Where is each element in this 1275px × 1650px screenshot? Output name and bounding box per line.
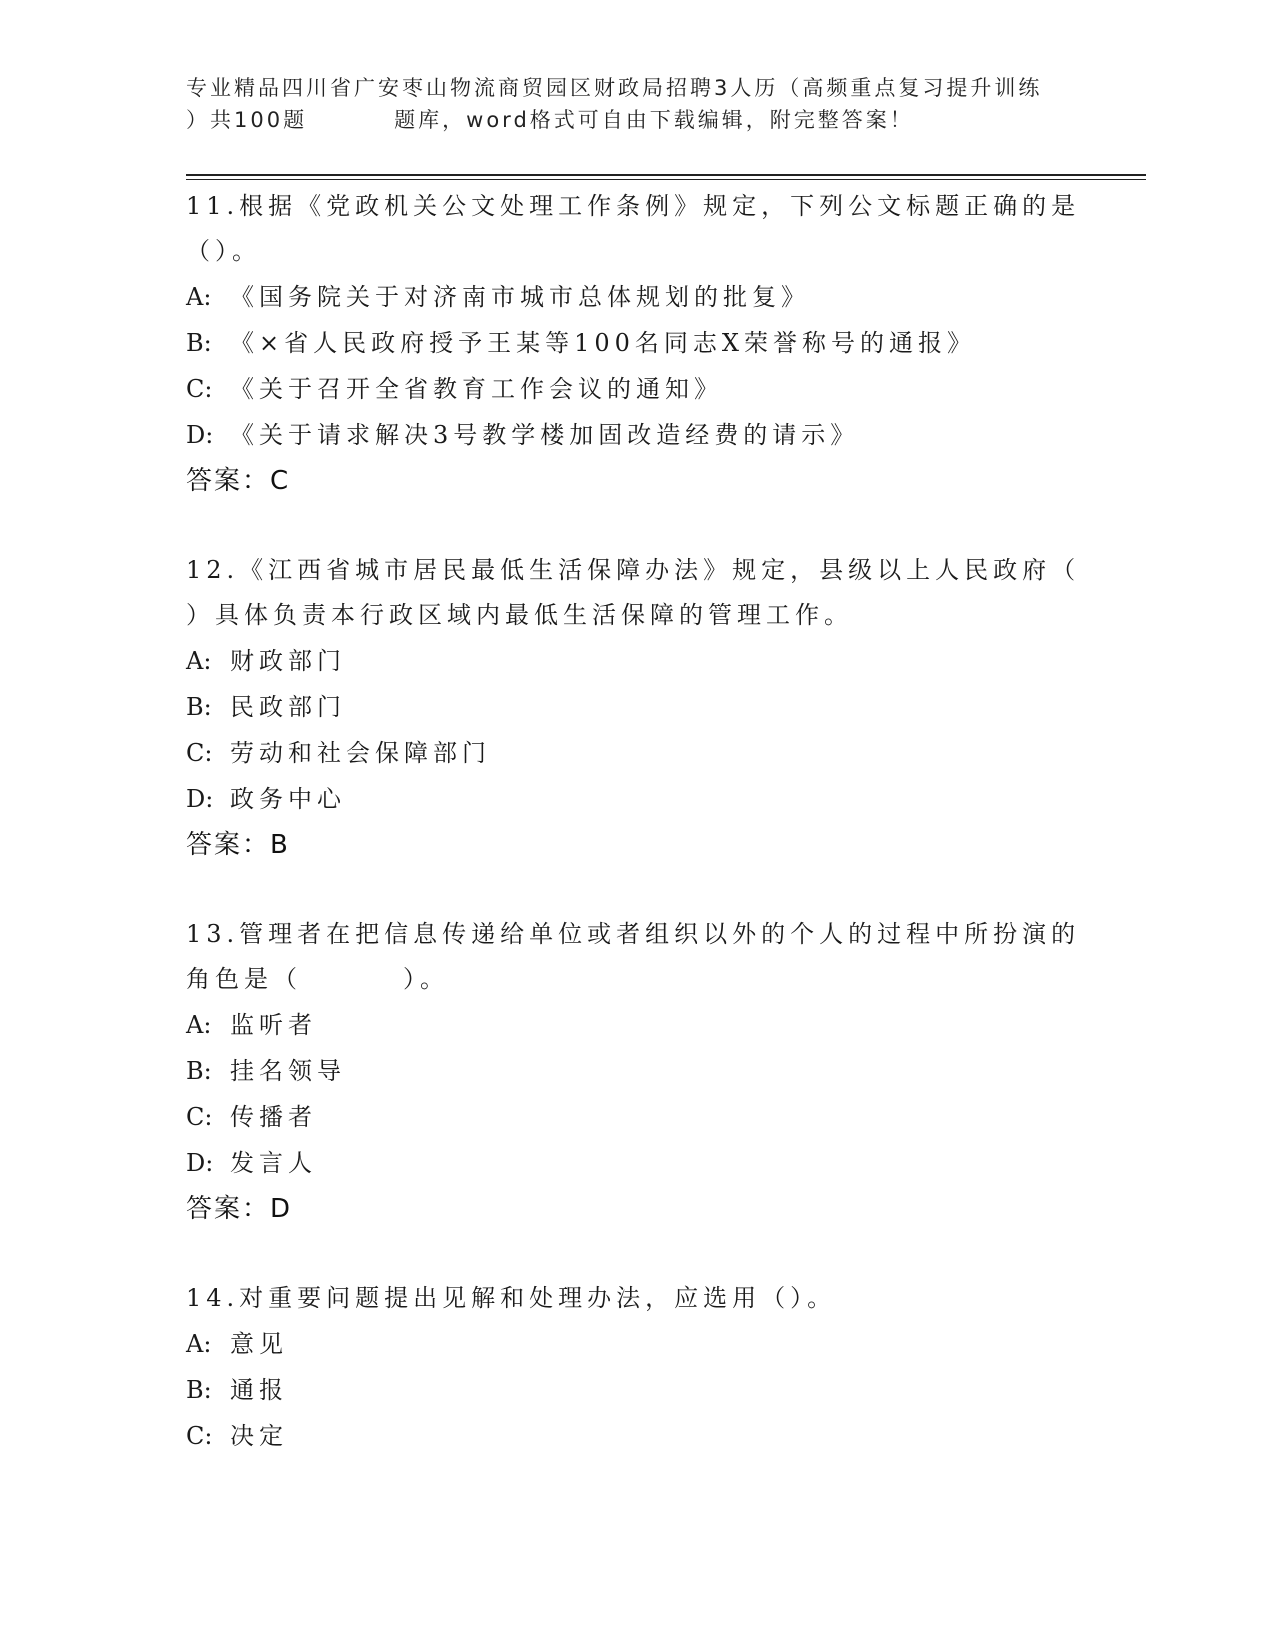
option-text: 《×省人民政府授予王某等100名同志X荣誉称号的通报》 [230,329,977,357]
option-letter: B: [186,1057,212,1085]
option-text: 《关于召开全省教育工作会议的通知》 [230,375,723,403]
question-text-continued: ）具体负责本行政区域内最低生活保障的管理工作。 [186,601,853,629]
spacer [186,868,1146,912]
option-text: 监听者 [230,1011,317,1039]
question-13 [186,912,1146,1232]
option-letter: D: [186,1149,214,1177]
question-text: 11.根据《党政机关公文处理工作条例》规定，下列公文标题正确的是 [186,192,1081,220]
option-text: 传播者 [230,1103,317,1131]
option-text: 决定 [230,1422,288,1450]
answer-label: 答案：D [186,1194,293,1224]
option-a [186,1321,1146,1367]
option-text: 《关于请求解决3号教学楼加固改造经费的请示》 [230,421,860,449]
question-12 [186,548,1146,868]
option-text: 《国务院关于对济南市城市总体规划的批复》 [230,283,810,311]
spacer [186,1232,1146,1276]
option-text: 通报 [230,1376,288,1404]
header-title-line-2: ）共100题 题库，word格式可自由下载编辑，附完整答案！ [186,108,914,132]
question-text: 14.对重要问题提出见解和处理办法，应选用（）。 [186,1284,837,1312]
option-c [186,1413,1146,1459]
option-letter: C: [186,1103,213,1131]
option-letter: B: [186,693,212,721]
option-letter: A: [186,1011,212,1039]
option-text: 意见 [230,1330,288,1358]
question-text-continued: 角色是（ ）。 [186,965,450,993]
option-text: 政务中心 [230,785,346,813]
option-b [186,1367,1146,1413]
answer-label: 答案：C [186,466,291,496]
question-text-continued: （）。 [186,237,261,265]
question-14 [186,1276,1146,1459]
option-c [186,1094,1146,1140]
option-d [186,412,1146,458]
option-a [186,1002,1146,1048]
option-text: 挂名领导 [230,1057,346,1085]
option-b [186,320,1146,366]
answer-label: 答案：B [186,830,290,860]
option-text: 发言人 [230,1149,317,1177]
spacer [186,504,1146,548]
option-b [186,1048,1146,1094]
option-d [186,1140,1146,1186]
question-text: 12.《江西省城市居民最低生活保障办法》规定，县级以上人民政府（ [186,556,1081,584]
option-letter: D: [186,421,214,449]
option-letter: C: [186,1422,213,1450]
option-letter: C: [186,739,213,767]
option-letter: A: [186,283,212,311]
option-letter: B: [186,1376,212,1404]
header-title-line-1: 专业精品四川省广安枣山物流商贸园区财政局招聘3人历（高频重点复习提升训练 [186,76,1043,100]
document-header [186,72,1146,136]
option-a [186,274,1146,320]
option-text: 财政部门 [230,647,346,675]
option-a [186,638,1146,684]
option-letter: A: [186,1330,212,1358]
option-letter: D: [186,785,214,813]
option-letter: C: [186,375,213,403]
header-divider [186,174,1146,180]
option-text: 劳动和社会保障部门 [230,739,491,767]
option-c [186,730,1146,776]
option-letter: A: [186,647,212,675]
question-text: 13.管理者在把信息传递给单位或者组织以外的个人的过程中所扮演的 [186,920,1081,948]
option-b [186,684,1146,730]
option-d [186,776,1146,822]
option-letter: B: [186,329,212,357]
option-c [186,366,1146,412]
option-text: 民政部门 [230,693,346,721]
question-11 [186,184,1146,504]
document-page [186,72,1146,1459]
